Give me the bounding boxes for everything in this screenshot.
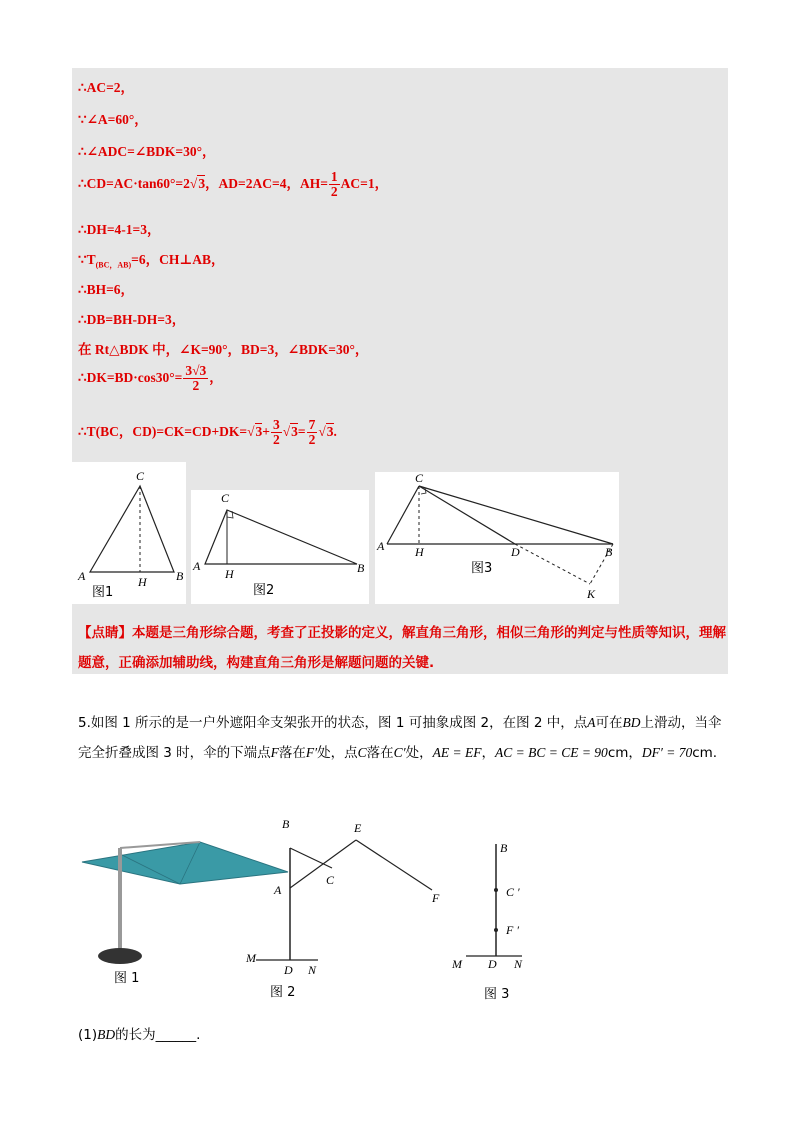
sqrt-radicand: 3 [255,423,263,439]
sqrt-symbol: √ [318,423,326,439]
solution-line-3: ∴∠ADC=∠BDK=30°， [78,144,216,159]
figure-2-svg [191,490,369,604]
label-c: C [136,469,145,483]
solution-line-10 [78,364,223,393]
segment-cd [419,486,515,544]
text: ∴T(BC，CD)=CK=CD+DK= [78,423,248,439]
right-angle-mark [227,511,233,518]
label-c: C [221,491,230,505]
period: . [333,423,337,439]
solution-line-4 [78,170,388,199]
label-n: N [514,957,523,971]
solution-line-9: 在 Rt△BDK 中，∠K=90°，BD=3，∠BDK=30°， [78,342,369,357]
segment-cb [419,486,613,544]
figure-2-panel [191,490,369,604]
label-h: H [138,575,147,589]
sub-question-1 [78,1020,728,1050]
figure-3-panel [375,472,619,604]
text: =6，CH⊥AB， [131,252,225,267]
text: ， [209,369,223,385]
segment-bc [290,848,332,868]
sqrt-symbol: √ [189,175,198,191]
sqrt-symbol: √ [282,423,291,439]
text: 上滑动，当伞完全折叠成图 3 时，伞的下端点 [78,715,722,761]
label-c-prime: C ′ [506,885,520,899]
fraction [329,170,340,199]
figure-1-svg [72,462,186,604]
equation-ac-bc-ce: AC = BC = CE = 90 [494,745,608,760]
subscript: (BC，AB) [95,260,132,270]
denominator: 2 [308,432,316,448]
label-c: C [415,472,424,485]
solution-line-8: ∴DB=BH-DH=3， [78,312,186,327]
solution-line-6 [78,248,225,271]
label-b: B [282,817,290,831]
label-d: D [511,545,520,559]
sqrt-symbol: √ [247,423,255,439]
figure-1-panel [72,462,186,604]
label-c: C [326,873,335,887]
label-f: F [432,891,440,905]
question-5-text [78,708,728,768]
text: 处， [405,745,433,761]
text: ∵T [78,252,96,267]
label-h: H [415,545,424,559]
solution-line-7: ∴BH=6， [78,282,135,297]
unit: cm [692,745,713,761]
point-c-prime [494,888,498,892]
solution-line-5: ∴DH=4-1=3， [78,222,161,237]
label-m: M [452,957,462,971]
fraction [183,364,208,393]
label-b: B [357,561,365,575]
denominator: 2 [330,184,338,200]
numerator: 3 [272,417,280,432]
text: 的长为 [115,1027,156,1043]
segment-ae [290,840,356,888]
var-bd: BD [97,1027,116,1042]
fraction [271,418,282,447]
sqrt-radicand: 3 [326,423,334,439]
text: ∴DK=BD·cos30°= [78,369,183,385]
triangle-abc [90,486,174,572]
solution-line-1: ∴AC=2， [78,80,135,95]
label-b: B [500,841,508,855]
comment-block [78,618,726,678]
label-d: D [488,957,497,971]
figure-caption: 图1 [92,585,114,600]
figure-caption: 图 2 [270,985,296,1000]
figure-caption: 图3 [471,561,493,576]
label-n: N [308,963,317,977]
text: 可在 [595,715,623,731]
text: . [712,745,718,761]
text: (1) [78,1027,98,1043]
label-a: A [274,883,282,897]
text: 落在 [366,745,394,761]
figure-3-svg [375,472,619,604]
figure-2-diagram [236,810,456,1010]
label-f-prime: F ′ [506,923,519,937]
var-c: C [357,745,367,760]
var-f: F [270,745,279,760]
solution-line-2: ∵∠A=60°， [78,112,148,127]
text: ， [628,745,642,761]
segment-ef [356,840,432,890]
label-a: A [78,569,86,583]
denominator: 2 [192,378,200,394]
unit: cm [607,745,629,761]
comment-text: 本题是三角形综合题，考查了正投影的定义，解直角三角形，相似三角形的判定与性质等知识，理解题意，正确添加辅助线，构建直角三角形是解题问题的关键. [78,625,726,671]
var-c-prime: C′ [393,745,406,760]
text: ，AD=2AC=4，AH= [205,175,328,191]
text: 5.如图 1 所示的是一户外遮阳伞支架张开的状态，图 1 可抽象成图 2，在图 2 中，点 [78,715,588,731]
triangle-abc [205,510,357,564]
text: AC=1， [340,175,389,191]
equation-df-prime: DF′ = 70 [641,745,693,760]
label-m: M [246,951,256,965]
numerator: 1 [330,169,338,184]
umbrella-base [98,948,142,964]
label-e: E [354,821,362,835]
label-d: D [284,963,293,977]
segment-ac [387,486,419,544]
sqrt-radicand: 3 [291,423,298,439]
plus: + [262,423,270,439]
figure-caption: 图 3 [484,987,510,1002]
var-a: A [587,715,596,730]
text: 落在 [278,745,306,761]
equation-ae-ef: AE = EF [432,745,482,760]
segment-dk [515,544,590,584]
answer-blank[interactable]: ______ [155,1027,197,1043]
equals: = [297,423,306,439]
numerator: 7 [308,417,316,432]
figure-caption: 图2 [253,583,275,598]
label-b: B [605,545,613,559]
period: . [196,1027,201,1043]
point-f-prime [494,928,498,932]
sqrt-radicand: 3 [198,175,206,191]
comment-tag: 【点睛】 [78,625,132,641]
text: 处，点 [317,745,358,761]
text: ， [481,745,495,761]
label-h: H [225,567,234,581]
denominator: 2 [272,432,280,448]
var-f-prime: F′ [305,745,318,760]
label-a: A [377,539,385,553]
label-b: B [176,569,184,583]
text: ∴CD=AC·tan60°=2 [78,175,190,191]
fraction [307,418,318,447]
figure-caption: 图 1 [114,971,140,986]
solution-line-11 [78,418,337,447]
label-k: K [587,587,596,601]
var-bd: BD [622,715,641,730]
numerator: 3√3 [185,363,207,378]
label-a: A [193,559,201,573]
figure-3-diagram [448,834,548,1004]
